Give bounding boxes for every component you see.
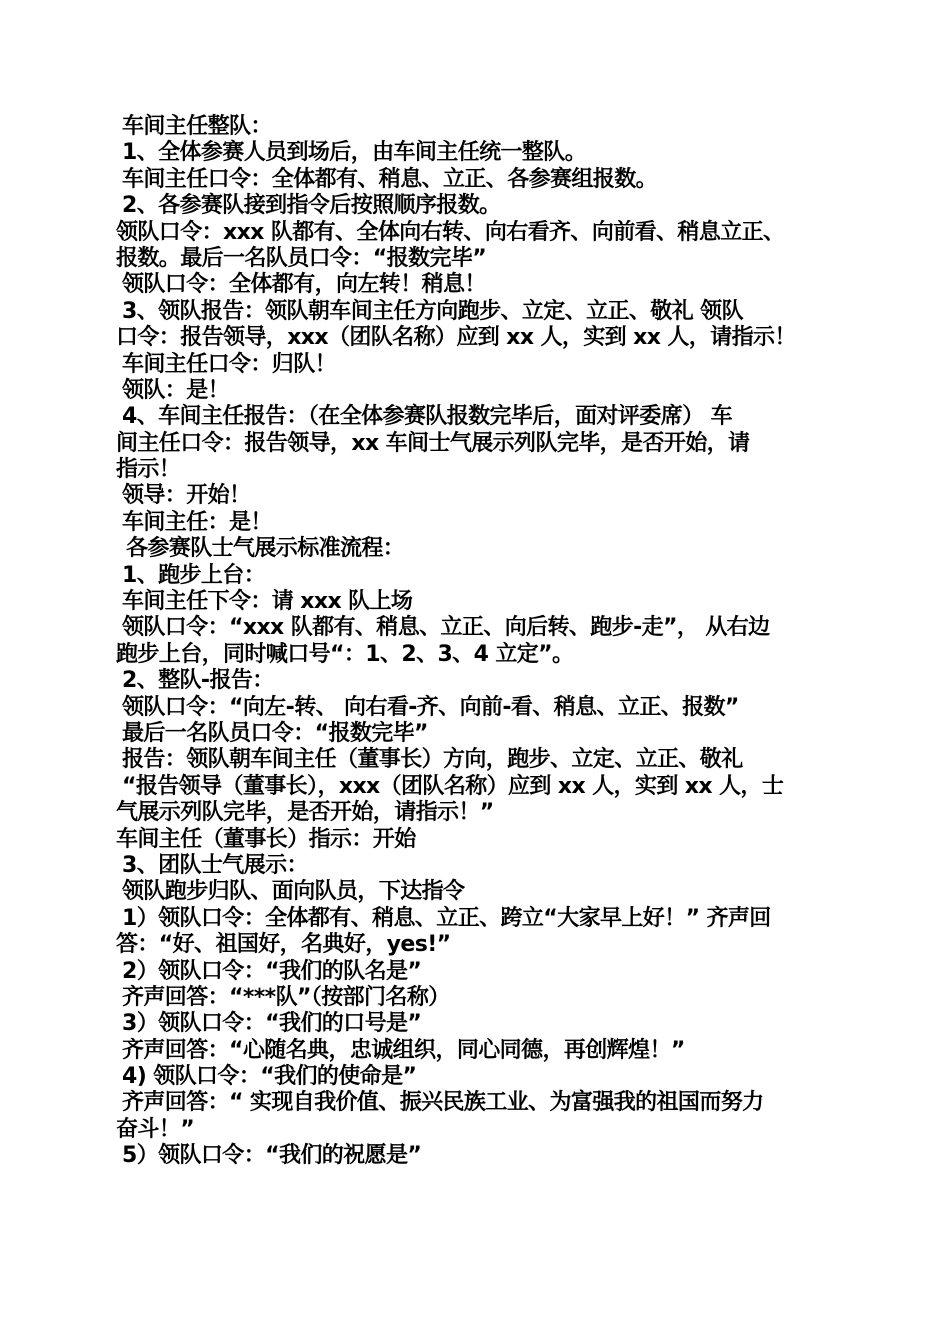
text-line: 3、团队士气展示： [122,852,308,878]
text-line: 车间主任下令：请 xxx 队上场 [122,589,413,615]
text-line: 报告：领队朝车间主任（董事长）方向，跑步、立定、立正、敬礼 [122,747,743,773]
text-line: 车间主任：是！ [122,509,272,535]
text-line: 齐声回答：“***队”（按部门名称） [122,984,450,1010]
text-line: 报数。最后一名队员口令：“报数完毕” [116,245,487,271]
text-line: 齐声回答：“心随名典，忠诚组织，同心同德，再创辉煌！” [122,1037,685,1063]
text-line: 各参赛队士气展示标准流程： [126,536,405,562]
text-line: 领队口令：全体都有，向左转！稍息！ [122,272,486,298]
text-line: 口令：报告领导，xxx（团队名称）应到 xx 人，实到 xx 人，请指示！ [116,325,796,351]
text-line: 3、领队报告：领队朝车间主任方向跑步、立定、立正、敬礼 领队 [122,298,743,324]
text-line: 车间主任口令：全体都有、稍息、立正、各参赛组报数。 [122,166,658,192]
text-line: 1）领队口令：全体都有、稍息、立正、跨立“大家早上好！” 齐声回 [122,905,771,931]
text-line: 答：“好、祖国好，名典好，yes!” [116,932,451,958]
text-line: 气展示列队完毕，是否开始，请指示！” [116,800,494,826]
text-line: 指示！ [116,457,181,483]
text-line: 2、整队-报告： [122,668,274,694]
text-line: “报告领导（董事长），xxx（团队名称）应到 xx 人，实到 xx 人，士 [122,773,784,799]
text-line: 领队口令：“向左-转、 向右看-齐、向前-看、稍息、立正、报数” [122,694,739,720]
text-line: 领导：开始！ [122,483,251,509]
text-line: 领队：是！ [122,377,230,403]
text-line: 2）领队口令：“我们的队名是” [122,958,422,984]
document-body [116,114,836,1170]
text-line: 4、车间主任报告：（在全体参赛队报数完毕后，面对评委席） 车 [122,404,732,430]
text-line: 2、各参赛队接到指令后按照顺序报数。 [122,193,501,219]
text-line: 1、跑步上台： [122,562,266,588]
text-line: 领队口令：“xxx 队都有、稍息、立正、向后转、跑步-走”， 从右边 [122,615,770,641]
text-line: 跑步上台，同时喊口号“：1、2、3、4 立定”。 [116,641,574,667]
text-line: 3）领队口令：“我们的口号是” [122,1011,422,1037]
text-line: 间主任口令：报告领导，xx 车间士气展示列队完毕，是否开始，请 [116,430,750,456]
text-line: 1、全体参赛人员到场后，由车间主任统一整队。 [122,140,587,166]
text-line: 4) 领队口令：“我们的使命是” [122,1064,417,1090]
text-line: 齐声回答：“ 实现自我价值、振兴民族工业、为富强我的祖国而努力 [122,1090,764,1116]
text-line: 5）领队口令：“我们的祝愿是” [122,1143,422,1169]
text-line: 领队跑步归队、面向队员，下达指令 [122,879,465,905]
text-line: 车间主任（董事长）指示：开始 [116,826,416,852]
text-line: 车间主任整队： [122,114,272,139]
text-line: 奋斗！” [116,1116,195,1142]
text-line: 领队口令：xxx 队都有、全体向右转、向右看齐、向前看、稍息立正、 [116,219,785,245]
text-line: 车间主任口令：归队！ [122,351,337,377]
text-line: 最后一名队员口令：“报数完毕” [122,720,428,746]
